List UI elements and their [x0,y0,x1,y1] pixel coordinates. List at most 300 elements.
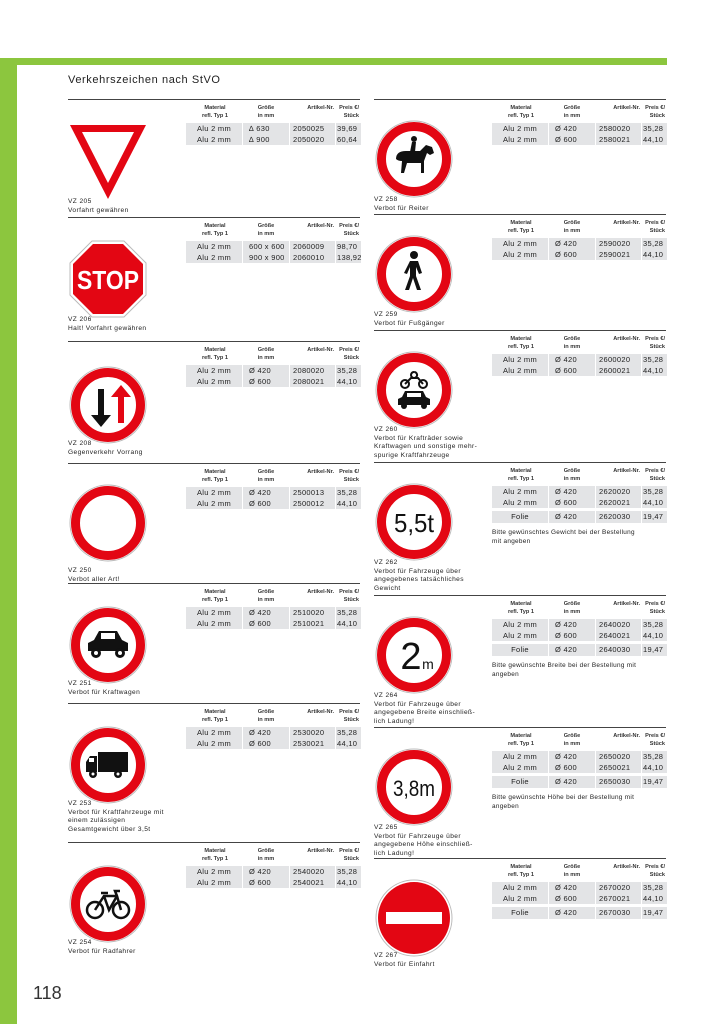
entry-divider [68,583,360,584]
header-material-sub: refl. Typ 1 [507,344,534,350]
header-size-sub: in mm [257,355,275,361]
order-note [492,662,667,679]
cell-article: 2620030 [596,511,641,523]
cell-size: Ø 600 [243,877,289,888]
price-table [492,599,665,678]
cell-price: 19,47 [642,776,667,788]
no-entry-sign-icon [374,878,454,958]
header-material-sub: refl. Typ 1 [507,228,534,234]
sign-caption [68,440,143,457]
sign-description: Verbot für Fahrzeuge über [374,832,461,840]
sign-description: angegebene Breite einschließ- [374,709,476,717]
cell-article: 2590020 [596,238,641,249]
cell-article: 2580021 [596,134,641,145]
header-material-sub: refl. Typ 1 [201,856,228,862]
sign-code: VZ 250 [68,567,92,574]
sign-description: Gegenverkehr Vorrang [68,448,143,456]
header-size-sub: in mm [563,476,581,482]
cell-material: Folie [492,907,548,919]
entry-divider [374,858,666,859]
table-header [186,467,359,487]
cell-price: 44,10 [336,498,361,509]
header-article: Artikel-Nr. [307,223,334,229]
table-row [186,365,359,376]
sign-description: Verbot für Krafträder sowie [374,434,464,442]
table-header [186,707,359,727]
header-material-sub: refl. Typ 1 [201,231,228,237]
cell-article: 2580020 [596,123,641,134]
weight-limit-sign-icon [374,482,454,562]
header-article: Artikel-Nr. [307,709,334,715]
table-header [492,103,665,123]
table-row [186,252,362,263]
header-article: Artikel-Nr. [613,733,640,739]
header-material-sub: refl. Typ 1 [201,597,228,603]
cell-material: Alu 2 mm [492,619,548,630]
header-article: Artikel-Nr. [613,336,640,342]
header-article: Artikel-Nr. [613,864,640,870]
header-size-sub: in mm [563,872,581,878]
entry-divider [68,703,360,704]
sign-description: Vorfahrt gewähren [68,206,129,214]
cell-price: 44,10 [642,497,667,508]
cell-material: Alu 2 mm [492,751,548,762]
sign-caption [68,316,146,333]
entry-divider [374,727,666,728]
order-note [492,794,667,811]
cell-size: Ø 600 [549,249,595,260]
sign-caption [374,824,473,858]
sign-description: Verbot für Reiter [374,204,429,212]
cell-price: 35,28 [642,123,667,134]
table-row [492,123,665,134]
sign-caption [374,426,477,460]
price-table [492,218,665,260]
header-material: Material [204,469,226,475]
cell-article: 2080021 [290,376,335,387]
header-article: Artikel-Nr. [613,468,640,474]
header-size: Größe [257,589,275,595]
header-size-sub: in mm [563,344,581,350]
entry-divider [374,214,666,215]
cell-size: Ø 420 [549,907,595,919]
sign-caption [68,198,129,215]
cell-article: 2080020 [290,365,335,376]
no-motor-vehicles-sign-icon [374,350,454,430]
height-limit-sign-icon [374,747,454,827]
header-article: Artikel-Nr. [307,848,334,854]
price-table [186,103,359,145]
order-note-line: angeben [492,670,519,678]
cell-size: Ø 420 [549,882,595,893]
cell-material: Folie [492,644,548,656]
header-material-sub: refl. Typ 1 [507,476,534,482]
cell-article: 2540021 [290,877,335,888]
cell-size: Ø 420 [549,619,595,630]
sign-code: VZ 258 [374,196,398,203]
cell-article: 2640030 [596,644,641,656]
cell-article: 2640021 [596,630,641,641]
header-price: Preis €/ [645,336,665,342]
cell-article: 2060009 [290,241,335,252]
header-material: Material [204,347,226,353]
cell-price: 35,28 [642,486,667,497]
cell-price: 35,28 [336,727,361,738]
table-row [492,893,665,904]
table-row [492,354,665,365]
cell-article: 2600020 [596,354,641,365]
sign-code: VZ 264 [374,692,398,699]
accent-bar-left [0,58,17,1024]
cell-material: Alu 2 mm [492,882,548,893]
oncoming-priority-sign-icon [68,365,148,445]
header-price: Preis €/ [645,733,665,739]
header-size-sub: in mm [257,231,275,237]
header-price-sub: Stück [649,872,665,878]
table-header [186,221,359,241]
cell-material: Alu 2 mm [492,354,548,365]
accent-bar-top [0,58,667,65]
header-size: Größe [257,347,275,353]
sign-code: VZ 254 [68,939,92,946]
header-price-sub: Stück [649,476,665,482]
header-article: Artikel-Nr. [613,105,640,111]
table-row [492,365,665,376]
price-table [492,731,665,810]
cell-article: 2510020 [290,607,335,618]
header-size-sub: in mm [257,856,275,862]
sign-code: VZ 206 [68,316,92,323]
cell-material: Alu 2 mm [492,893,548,904]
header-article: Artikel-Nr. [307,589,334,595]
order-note-line: Bitte gewünschtes Gewicht bei der Bestellung [492,529,635,536]
cell-size: Ø 420 [549,644,595,656]
entry-divider [68,99,360,100]
table-header [492,862,665,882]
cell-size: Ø 600 [549,893,595,904]
table-header [492,334,665,354]
cell-article: 2650021 [596,762,641,773]
cell-article: 2650020 [596,751,641,762]
no-riders-sign-icon [374,119,454,199]
header-material-sub: refl. Typ 1 [201,113,228,119]
sign-description: Gesamtgewicht über 3,5t [68,825,151,833]
header-size: Größe [563,733,581,739]
entry-divider [374,595,666,596]
cell-material: Alu 2 mm [186,376,242,387]
header-price: Preis €/ [339,347,359,353]
header-price-sub: Stück [343,355,359,361]
header-material: Material [510,105,532,111]
page-title: Verkehrszeichen nach StVO [68,74,221,86]
cell-price: 98,70 [336,241,361,252]
cell-article: 2060010 [290,252,335,263]
entry-divider [68,341,360,342]
cell-article: 2600021 [596,365,641,376]
header-article: Artikel-Nr. [307,469,334,475]
entry-divider [374,330,666,331]
order-note-line: Bitte gewünschte Breite bei der Bestellung mit [492,662,637,669]
table-row-folie [492,907,665,919]
width-limit-sign-icon [374,615,454,695]
header-price: Preis €/ [645,220,665,226]
table-header [186,587,359,607]
cell-article: 2530020 [290,727,335,738]
header-size-sub: in mm [257,113,275,119]
price-table [492,103,665,145]
header-material: Material [204,223,226,229]
cell-material: Alu 2 mm [492,630,548,641]
table-row [186,877,359,888]
cell-material: Alu 2 mm [186,866,242,877]
entry-divider [68,463,360,464]
no-vehicles-sign-icon [68,483,148,563]
cell-size: Ø 420 [549,511,595,523]
cell-size: Ø 420 [549,486,595,497]
table-row [492,486,665,497]
cell-material: Alu 2 mm [186,498,242,509]
cell-size: Ø 600 [243,738,289,749]
sign-description: Verbot für Fahrzeuge über [374,567,461,575]
cell-size: Ø 600 [549,134,595,145]
header-size: Größe [563,864,581,870]
svg-text:STOP: STOP [77,265,139,295]
header-price-sub: Stück [649,609,665,615]
sign-description: Verbot für Fahrzeuge über [374,700,461,708]
cell-price: 44,10 [642,630,667,641]
header-price-sub: Stück [343,717,359,723]
sign-description: lich Ladung! [374,717,415,725]
sign-code: VZ 267 [374,952,398,959]
sign-code: VZ 259 [374,311,398,318]
cell-material: Alu 2 mm [186,618,242,629]
sign-caption [68,939,136,956]
header-material-sub: refl. Typ 1 [507,609,534,615]
header-size: Größe [563,468,581,474]
cell-price: 35,28 [642,882,667,893]
table-row [492,619,665,630]
cell-article: 2530021 [290,738,335,749]
svg-text:5,5t: 5,5t [394,508,435,538]
header-size-sub: in mm [563,228,581,234]
cell-size: Ø 420 [549,123,595,134]
header-material: Material [510,601,532,607]
cell-price: 44,10 [642,365,667,376]
header-article: Artikel-Nr. [307,105,334,111]
cell-price: 35,28 [336,866,361,877]
cell-size: Ø 420 [243,365,289,376]
sign-description: angegebenes tatsächliches [374,576,464,584]
cell-article: 2670020 [596,882,641,893]
cell-price: 44,10 [336,618,361,629]
cell-price: 35,28 [642,619,667,630]
header-size: Größe [563,220,581,226]
cell-material: Alu 2 mm [492,486,548,497]
cell-price: 35,28 [642,354,667,365]
header-size-sub: in mm [257,477,275,483]
header-price-sub: Stück [649,741,665,747]
header-price-sub: Stück [343,597,359,603]
cell-material: Alu 2 mm [186,365,242,376]
sign-caption [68,800,164,834]
header-material: Material [510,733,532,739]
sign-code: VZ 262 [374,559,398,566]
header-price-sub: Stück [649,113,665,119]
order-note [492,529,667,546]
sign-code: VZ 205 [68,198,92,205]
header-material: Material [510,220,532,226]
price-table [186,345,359,387]
cell-article: 2620021 [596,497,641,508]
table-header [492,599,665,619]
cell-size: Ø 600 [549,762,595,773]
order-note-line: angeben [492,802,519,810]
table-row [492,249,665,260]
sign-caption [68,680,140,697]
sign-description: spurige Kraftfahrzeuge [374,451,450,459]
table-header [492,466,665,486]
cell-price: 44,10 [336,738,361,749]
table-header [186,345,359,365]
header-price-sub: Stück [343,477,359,483]
header-size-sub: in mm [563,113,581,119]
header-size-sub: in mm [563,609,581,615]
header-article: Artikel-Nr. [613,220,640,226]
cell-size: Ø 600 [243,498,289,509]
header-size: Größe [257,709,275,715]
sign-description: angegebene Höhe einschließ- [374,841,473,849]
header-size: Größe [257,223,275,229]
header-price: Preis €/ [645,105,665,111]
sign-code: VZ 251 [68,680,92,687]
cell-size: Ø 420 [549,354,595,365]
cell-size: Ø 600 [549,497,595,508]
cell-size: 900 x 900 [243,252,289,263]
header-price: Preis €/ [339,709,359,715]
cell-material: Alu 2 mm [186,123,242,134]
cell-price: 44,10 [642,893,667,904]
header-size-sub: in mm [257,597,275,603]
table-row [186,607,359,618]
header-size-sub: in mm [257,717,275,723]
cell-article: 2050025 [290,123,335,134]
header-material: Material [204,105,226,111]
cell-price: 35,28 [642,238,667,249]
cell-material: Alu 2 mm [186,877,242,888]
cell-article: 2540020 [290,866,335,877]
sign-description: einem zulässigen [68,817,126,825]
header-material-sub: refl. Typ 1 [201,477,228,483]
table-row [492,882,665,893]
cell-price: 60,64 [336,134,361,145]
cell-article: 2670030 [596,907,641,919]
table-row [186,498,359,509]
header-material: Material [204,848,226,854]
price-table [186,221,362,263]
cell-article: 2510021 [290,618,335,629]
table-row [186,487,359,498]
order-note-line: Bitte gewünschte Höhe bei der Bestellung mit [492,794,635,801]
cell-price: 44,10 [336,376,361,387]
header-price: Preis €/ [339,105,359,111]
table-header [492,218,665,238]
no-cars-sign-icon [68,605,148,685]
header-price-sub: Stück [649,228,665,234]
header-size: Größe [257,848,275,854]
cell-article: 2640020 [596,619,641,630]
cell-price: 44,10 [336,877,361,888]
table-row [492,751,665,762]
table-row [186,866,359,877]
header-size: Größe [257,105,275,111]
header-material: Material [510,864,532,870]
cell-material: Folie [492,776,548,788]
table-row [186,376,359,387]
cell-price: 19,47 [642,644,667,656]
cell-material: Alu 2 mm [186,252,242,263]
price-table [186,467,359,509]
table-row-folie [492,776,665,788]
svg-text:2: 2 [400,636,422,678]
table-row [492,762,665,773]
table-row [492,238,665,249]
price-table [186,707,359,749]
cell-size: Ø 420 [243,866,289,877]
cell-size: Ø 420 [549,238,595,249]
cell-price: 35,28 [336,487,361,498]
sign-description: Verbot für Kraftfahrzeuge mit [68,808,164,816]
cell-price: 19,47 [642,907,667,919]
table-row [186,123,359,134]
no-pedestrians-sign-icon [374,234,454,314]
sign-code: VZ 208 [68,440,92,447]
table-row [186,134,359,145]
cell-material: Alu 2 mm [492,365,548,376]
cell-material: Folie [492,511,548,523]
header-size: Größe [257,469,275,475]
table-row [186,618,359,629]
cell-material: Alu 2 mm [186,727,242,738]
sign-description: lich Ladung! [374,849,415,857]
entry-divider [374,99,666,100]
cell-material: Alu 2 mm [492,134,548,145]
cell-size: Ø 420 [549,751,595,762]
header-material: Material [204,589,226,595]
cell-size: Ø 600 [243,618,289,629]
svg-text:3,8m: 3,8m [393,776,435,801]
cell-price: 44,10 [642,134,667,145]
price-table [492,862,665,919]
cell-size: 600 x 600 [243,241,289,252]
cell-size: Ø 600 [549,630,595,641]
cell-price: 35,28 [336,607,361,618]
header-price: Preis €/ [645,468,665,474]
page-number: 118 [33,983,62,1003]
table-row [186,241,359,252]
cell-material: Alu 2 mm [186,241,242,252]
header-price: Preis €/ [339,848,359,854]
sign-description: Gewicht [374,584,401,592]
header-material-sub: refl. Typ 1 [507,741,534,747]
table-row [492,630,665,641]
table-header [492,731,665,751]
cell-material: Alu 2 mm [186,607,242,618]
no-trucks-sign-icon [68,725,148,805]
header-size: Größe [563,105,581,111]
entry-divider [374,462,666,463]
order-note-line: mit angeben [492,537,531,545]
table-row [492,134,665,145]
